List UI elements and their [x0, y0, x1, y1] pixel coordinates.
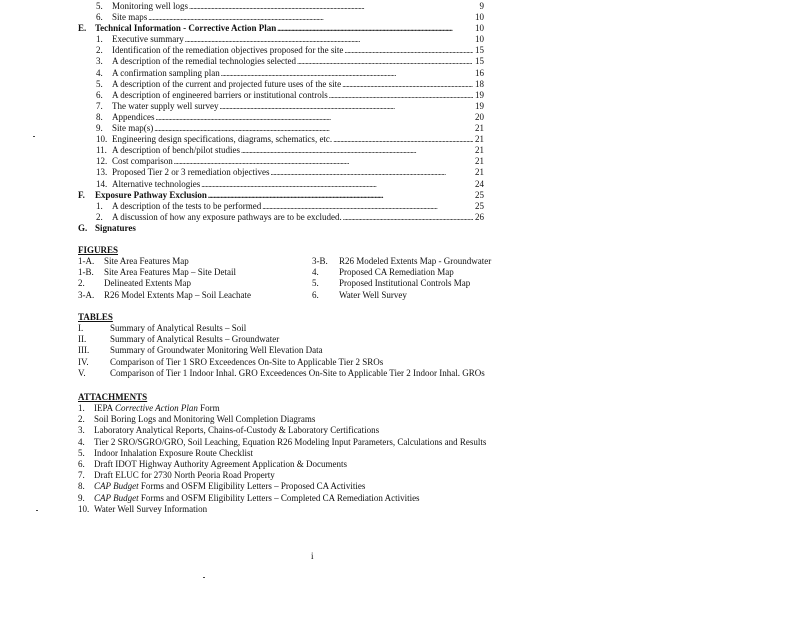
page-number: i: [311, 551, 314, 561]
toc-entry-title-leader: [112, 34, 473, 45]
attachment-item: [78, 414, 538, 425]
toc-entry: [78, 101, 484, 112]
list-item-number: 3-A.: [78, 289, 95, 300]
list-item-text: Comparison of Tier 1 Indoor Inhal. GRO Exceedences On-Site to Applicable Tier 2 Indoor Inhal. GROs: [110, 367, 485, 378]
list-item-text: R26 Model Extents Map – Soil Leachate: [104, 289, 251, 300]
list-item: [78, 267, 308, 278]
attachment-item: [78, 459, 538, 470]
toc-entry-page: 21: [475, 145, 484, 156]
list-item-number: V.: [78, 367, 86, 378]
figures-list-right: [312, 256, 532, 301]
list-item: [312, 278, 532, 289]
list-item-text: Summary of Analytical Results – Groundwater: [110, 334, 280, 345]
attachment-text: [94, 493, 420, 504]
toc-entry: [78, 223, 484, 234]
toc-entry-page: 21: [475, 167, 484, 178]
toc-entry-page: 21: [475, 156, 484, 167]
toc-entry-number: 14.: [96, 178, 108, 189]
toc-entry-number: 2.: [96, 45, 103, 56]
toc-entry-number: 5.: [96, 78, 103, 89]
attachment-text: [94, 414, 315, 425]
list-item-number: 2.: [78, 278, 85, 289]
toc-entry: [78, 79, 484, 90]
toc-entry-title-leader: [112, 12, 473, 23]
toc-entry: [78, 45, 484, 56]
toc-entry-title: Technical Information - Corrective Action Plan: [95, 23, 277, 34]
toc-entry: [78, 34, 484, 45]
list-item: [78, 290, 308, 301]
list-item-text: Site Area Features Map: [104, 256, 189, 266]
list-item-number: 4.: [312, 267, 319, 278]
list-item-number: III.: [78, 345, 90, 356]
toc-entry-title-leader: [112, 156, 473, 167]
attachment-item: [78, 470, 538, 481]
figures-list-left: [78, 256, 308, 301]
list-item-number: I.: [78, 323, 84, 333]
attachment-text: [94, 448, 253, 459]
attachment-number: 8.: [78, 481, 85, 492]
toc-entry-number: 1.: [96, 34, 103, 45]
list-item-text: Site Area Features Map – Site Detail: [104, 267, 236, 278]
toc-entry-page: 18: [475, 78, 484, 89]
attachment-text: [94, 504, 207, 515]
list-item-text: Delineated Extents Map: [104, 278, 191, 289]
list-item-text: R26 Modeled Extents Map - Groundwater: [339, 256, 492, 266]
toc-entry-title: Monitoring well logs: [112, 1, 188, 11]
attachment-number: 5.: [78, 447, 85, 458]
toc-entry: [78, 112, 484, 123]
attachment-number: 3.: [78, 425, 85, 436]
tables-list: [78, 323, 538, 379]
attachment-text-part: Form: [197, 403, 220, 413]
attachment-text: [94, 403, 220, 414]
scan-speck: [36, 510, 38, 511]
toc-entry: [78, 12, 484, 23]
attachment-item: [78, 403, 538, 414]
attachment-text-part: Indoor Inhalation Exposure Route Checklist: [94, 447, 253, 458]
attachment-text-part: Draft ELUC for 2730 North Peoria Road Property: [94, 470, 275, 481]
toc-entry-title-leader: [112, 56, 473, 67]
toc-entry-title-leader: [112, 79, 473, 90]
toc-entry-title-leader: [112, 90, 473, 101]
toc-entry-number: 8.: [96, 111, 103, 122]
toc-entry: [78, 90, 484, 101]
attachment-item: [78, 425, 538, 436]
table-of-contents: [78, 1, 484, 234]
attachment-item: [78, 504, 538, 515]
toc-entry: [78, 56, 484, 67]
toc-entry-title: Cost comparison: [112, 156, 173, 167]
toc-entry-title-leader: [95, 23, 473, 34]
attachment-text: [94, 481, 365, 492]
toc-entry-title-leader: [112, 179, 473, 190]
attachment-text: [94, 470, 275, 481]
toc-entry: [78, 68, 484, 79]
toc-entry-title: Exposure Pathway Exclusion: [95, 189, 207, 200]
toc-entry-number: 9.: [96, 123, 103, 134]
toc-entry-title-leader: [112, 134, 473, 145]
attachment-item: [78, 448, 538, 459]
toc-entry-title: Appendices: [112, 111, 155, 122]
attachment-number: 10.: [78, 503, 90, 514]
toc-entry-page: 10: [475, 34, 484, 45]
toc-entry-title-leader: [112, 68, 473, 79]
toc-entry-title-leader: [112, 45, 473, 56]
list-item: [312, 267, 532, 278]
list-item: [312, 290, 532, 301]
attachment-number: 7.: [78, 470, 85, 481]
toc-entry-title-leader: [112, 123, 473, 134]
toc-entry: [78, 212, 484, 223]
list-item: [78, 334, 538, 345]
toc-entry-number: G.: [78, 222, 88, 233]
list-item: [78, 345, 538, 356]
toc-entry: [78, 179, 484, 190]
list-item-number: 5.: [312, 278, 319, 289]
toc-entry-page: 24: [475, 178, 484, 189]
toc-entry-number: 1.: [96, 200, 103, 211]
toc-entry-number: 13.: [96, 167, 108, 178]
list-item-text: Proposed Institutional Controls Map: [339, 278, 471, 289]
list-item-text: Proposed CA Remediation Map: [339, 267, 454, 278]
list-item: [78, 357, 538, 368]
toc-entry: [78, 145, 484, 156]
toc-entry-page: 19: [475, 100, 484, 111]
toc-entry-number: 6.: [96, 12, 103, 23]
attachment-text: [94, 459, 347, 470]
toc-entry: [78, 190, 484, 201]
toc-entry-page: 25: [475, 189, 484, 200]
attachments-heading: ATTACHMENTS: [78, 392, 148, 402]
list-item-number: 1-A.: [78, 256, 95, 266]
toc-entry-title: Proposed Tier 2 or 3 remediation objectives: [112, 167, 270, 178]
toc-entry-title: Site maps: [112, 12, 148, 23]
scan-speck: [33, 136, 35, 137]
toc-entry-page: 26: [475, 211, 484, 222]
toc-entry-page: 15: [475, 56, 484, 67]
toc-entry-page: 21: [475, 134, 484, 145]
list-item-number: 1-B.: [78, 267, 94, 278]
list-item: [78, 256, 308, 267]
toc-entry-page: 21: [475, 123, 484, 134]
toc-entry-title: A description of the tests to be performed: [112, 200, 262, 211]
attachment-text-part: Draft IDOT Highway Authority Agreement Application & Documents: [94, 458, 348, 469]
toc-entry-page: 9: [479, 1, 484, 11]
attachment-number: 6.: [78, 458, 85, 469]
toc-entry-page: 25: [475, 200, 484, 211]
attachment-text-part: Forms and OSFM Eligibility Letters – Completed CA Remediation Activities: [138, 492, 420, 503]
attachment-text: [94, 425, 379, 436]
toc-entry-page: 10: [475, 23, 484, 34]
attachment-number: 9.: [78, 492, 85, 503]
list-item: [78, 323, 538, 334]
list-item-text: Comparison of Tier 1 SRO Exceedences On-Site to Applicable Tier 2 SROs: [110, 356, 384, 367]
toc-entry-title: A description of engineered barriers or institutional controls: [112, 89, 328, 100]
toc-entry-title: Signatures: [95, 222, 136, 233]
toc-entry-title: Executive summary: [112, 34, 184, 45]
toc-entry: [78, 156, 484, 167]
toc-entry-page: 19: [475, 89, 484, 100]
attachment-text-italic: CAP Budget: [94, 481, 139, 492]
attachment-text: [94, 437, 486, 448]
list-item-number: 3-B.: [312, 256, 328, 266]
toc-entry-title-leader: [112, 112, 473, 123]
scan-speck: [203, 577, 205, 578]
toc-entry-title: A description of bench/pilot studies: [112, 145, 240, 156]
toc-entry-title-leader: [112, 101, 473, 112]
list-item-number: II.: [78, 334, 87, 345]
attachment-item: [78, 481, 538, 492]
toc-entry-number: 11.: [96, 145, 107, 156]
attachment-text-part: IEPA: [94, 403, 115, 413]
attachment-text-part: Soil Boring Logs and Monitoring Well Completion Diagrams: [94, 414, 316, 425]
toc-entry: [78, 134, 484, 145]
toc-entry: [78, 123, 484, 134]
toc-entry-title-leader: [112, 212, 473, 223]
toc-entry-page: 15: [475, 45, 484, 56]
list-item-number: IV.: [78, 356, 89, 367]
toc-entry-title-leader: [112, 201, 473, 212]
toc-entry-title-leader: [112, 145, 473, 156]
toc-entry-number: 7.: [96, 100, 103, 111]
toc-entry-number: 5.: [96, 1, 103, 11]
attachment-text-italic: Corrective Action Plan: [114, 403, 198, 413]
attachments-list: [78, 403, 538, 515]
attachment-text-part: Water Well Survey Information: [94, 503, 208, 514]
toc-entry-page: 10: [475, 12, 484, 23]
toc-entry-title: A description of the current and projected future uses of the site: [112, 78, 342, 89]
toc-entry-title-leader: [112, 167, 473, 178]
attachment-number: 2.: [78, 414, 85, 425]
attachment-text-part: Tier 2 SRO/SGRO/GRO, Soil Leaching, Equation R26 Modeling Input Parameters, Calculations and Results: [94, 436, 487, 447]
list-item-text: Summary of Groundwater Monitoring Well Elevation Data: [110, 345, 323, 356]
toc-entry: [78, 201, 484, 212]
toc-entry: [78, 167, 484, 178]
toc-entry-title: A description of the remedial technologies selected: [112, 56, 296, 67]
toc-entry-page: 16: [475, 67, 484, 78]
attachment-item: [78, 437, 538, 448]
toc-entry-title: Site map(s): [112, 123, 154, 134]
list-item-text: Water Well Survey: [339, 289, 407, 300]
toc-entry-number: 6.: [96, 89, 103, 100]
attachment-item: [78, 493, 538, 504]
toc-entry-title-leader: [95, 223, 473, 234]
toc-entry-number: 4.: [96, 67, 103, 78]
figures-heading: FIGURES: [78, 245, 119, 255]
toc-entry-title: The water supply well survey: [112, 100, 219, 111]
attachment-number: 4.: [78, 436, 85, 447]
tables-heading: TABLES: [78, 312, 113, 322]
toc-entry-number: 3.: [96, 56, 103, 67]
toc-entry: [78, 23, 484, 34]
toc-entry-title: A discussion of how any exposure pathways are to be excluded.: [112, 211, 342, 222]
toc-entry-page: 20: [475, 111, 484, 122]
toc-entry-title-leader: [112, 1, 473, 12]
toc-entry-title: A confirmation sampling plan: [112, 67, 220, 78]
toc-entry-title: Alternative technologies: [112, 178, 201, 189]
toc-entry-number: 10.: [96, 134, 108, 145]
attachment-text-part: Forms and OSFM Eligibility Letters – Proposed CA Activities: [138, 481, 366, 492]
toc-entry-number: 2.: [96, 211, 103, 222]
toc-entry: [78, 1, 484, 12]
toc-entry-title: Engineering design specifications, diagrams, schematics, etc.: [112, 134, 333, 145]
toc-entry-title: Identification of the remediation objectives proposed for the site: [112, 45, 344, 56]
attachment-text-part: Laboratory Analytical Reports, Chains-of-Custody & Laboratory Certifications: [94, 425, 380, 436]
list-item: [78, 368, 538, 379]
list-item-number: 6.: [312, 289, 319, 300]
list-item: [78, 278, 308, 289]
list-item: [312, 256, 532, 267]
toc-entry-number: F.: [78, 189, 85, 200]
toc-entry-number: 12.: [96, 156, 108, 167]
attachment-text-italic: CAP Budget: [94, 492, 139, 503]
toc-entry-title-leader: [95, 190, 473, 201]
list-item-text: Summary of Analytical Results – Soil: [110, 323, 247, 333]
attachment-number: 1.: [78, 403, 85, 413]
toc-entry-number: E.: [78, 23, 87, 34]
